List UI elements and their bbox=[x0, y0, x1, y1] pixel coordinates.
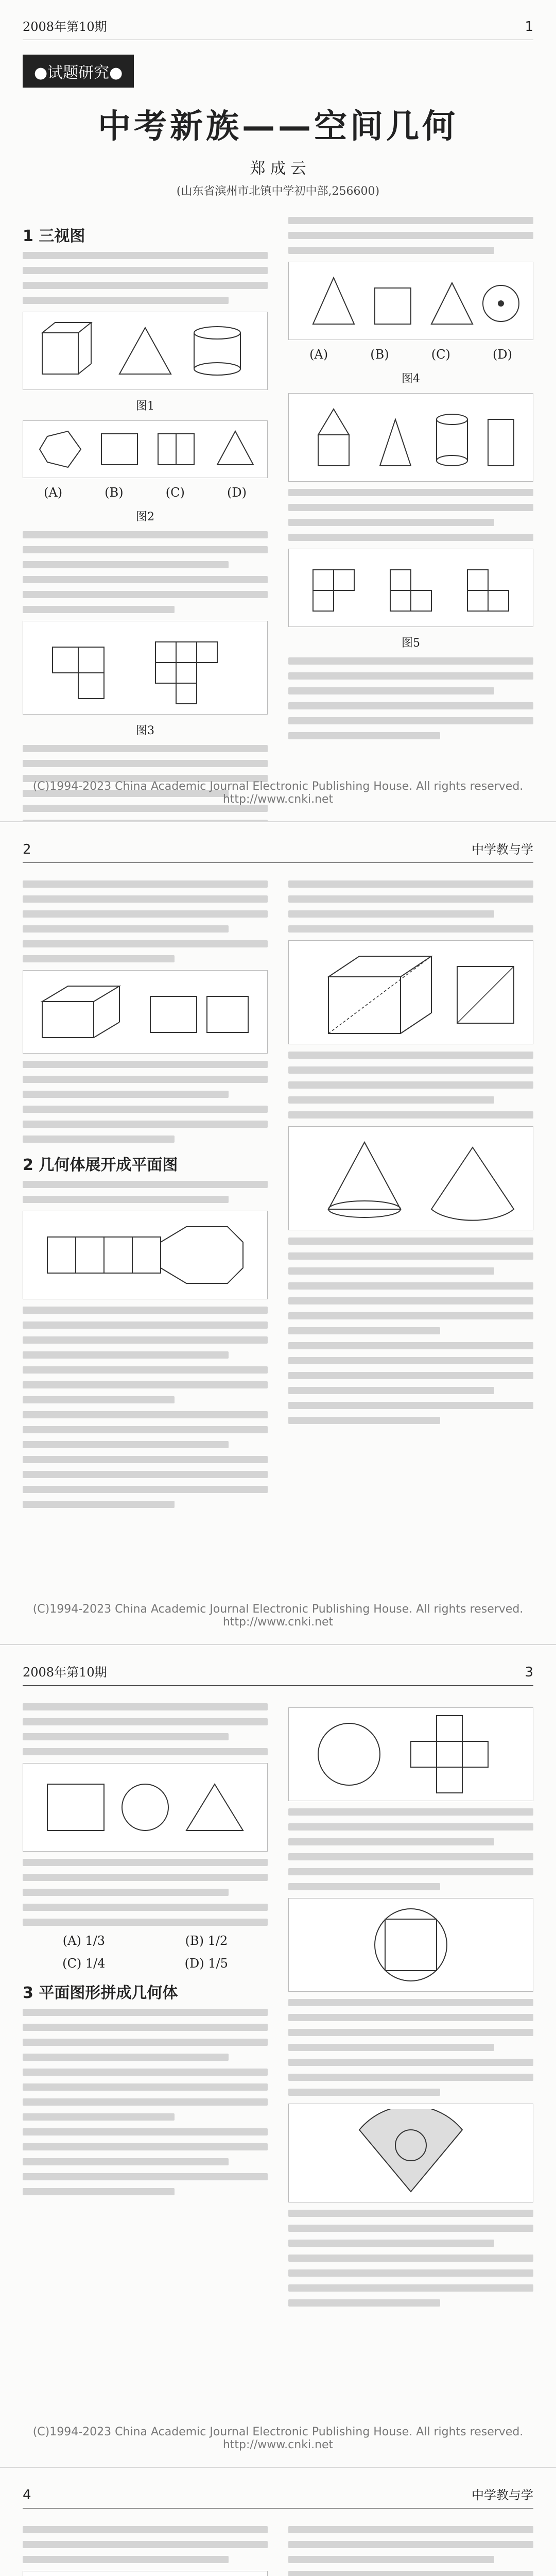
header-left: 2008年第10期 bbox=[23, 1665, 107, 1680]
paragraph-placeholder bbox=[23, 1307, 268, 1403]
cylinder-cone-icon bbox=[298, 399, 524, 476]
header-right: 中学教与学 bbox=[472, 842, 533, 857]
option-c: (C) bbox=[165, 485, 185, 500]
figure-sector-cone bbox=[23, 2571, 268, 2576]
option-c: (C) bbox=[431, 347, 450, 362]
figure-shapes bbox=[23, 1763, 268, 1852]
article-title: 中考新族——空间几何 bbox=[98, 108, 458, 146]
option-c: (C) 1/4 bbox=[62, 1956, 106, 1971]
answer-options bbox=[23, 1934, 268, 1948]
article-title-block bbox=[23, 100, 533, 198]
paragraph-placeholder bbox=[288, 1052, 533, 1118]
running-header bbox=[23, 1662, 533, 1686]
paragraph-placeholder bbox=[23, 1061, 268, 1143]
page-number: 2 bbox=[23, 842, 31, 857]
paragraph-placeholder bbox=[288, 1808, 533, 1890]
circle-net-icon bbox=[298, 1713, 524, 1795]
column-left bbox=[23, 214, 268, 822]
figure-cylinders bbox=[288, 393, 533, 482]
box-views-icon bbox=[32, 976, 258, 1048]
paragraph-placeholder bbox=[288, 2210, 533, 2307]
answer-options bbox=[23, 1956, 268, 1971]
section-heading: 1 三视图 bbox=[23, 227, 85, 245]
paragraph-placeholder bbox=[23, 1411, 268, 1508]
author: 郑 成 云 bbox=[250, 160, 306, 178]
sector-icon bbox=[298, 2109, 524, 2197]
page-3 bbox=[0, 1646, 556, 2468]
figure-caption: 图2 bbox=[136, 511, 154, 523]
figure-caption: 图4 bbox=[402, 372, 420, 385]
paragraph-placeholder bbox=[23, 2526, 268, 2563]
option-d: (D) bbox=[227, 485, 247, 500]
page-4 bbox=[0, 2468, 556, 2576]
section-heading: 3 平面图形拼成几何体 bbox=[23, 1984, 178, 2002]
page-number: 1 bbox=[525, 19, 533, 35]
views-icon bbox=[298, 267, 524, 334]
section-heading: 2 几何体展开成平面图 bbox=[23, 1156, 178, 1174]
page-number: 4 bbox=[23, 2487, 31, 2503]
net-icon bbox=[32, 1216, 258, 1294]
answer-options bbox=[23, 485, 268, 500]
figure-sector bbox=[288, 2104, 533, 2202]
watermark: (C)1994-2023 China Academic Journal Electronic Publishing House. All rights reserved. http://www.cnki.net bbox=[32, 780, 524, 806]
figure-circle-square bbox=[288, 1898, 533, 1992]
paragraph-placeholder bbox=[23, 2128, 268, 2195]
figure-solid-views bbox=[288, 262, 533, 340]
running-header bbox=[23, 2485, 533, 2509]
column-right bbox=[288, 2523, 533, 2576]
option-d: (D) bbox=[492, 347, 512, 362]
view-shapes-icon bbox=[32, 426, 258, 472]
paragraph-placeholder bbox=[288, 1238, 533, 1334]
shapes-icon bbox=[32, 1769, 258, 1846]
paragraph-placeholder bbox=[23, 2009, 268, 2121]
solids-icon bbox=[32, 317, 258, 384]
option-a: (A) bbox=[309, 347, 328, 362]
figure-cube-grid bbox=[23, 621, 268, 715]
figure-cube-path bbox=[288, 940, 533, 1044]
figure-caption: 图3 bbox=[136, 724, 154, 737]
cube-stack-icon bbox=[32, 626, 258, 709]
running-header bbox=[23, 16, 533, 40]
circle-square-icon bbox=[298, 1904, 524, 1986]
figure-net bbox=[23, 1211, 268, 1299]
paragraph-placeholder bbox=[23, 1703, 268, 1755]
watermark: (C)1994-2023 China Academic Journal Electronic Publishing House. All rights reserved. http://www.cnki.net bbox=[32, 1603, 524, 1629]
option-b: (B) 1/2 bbox=[185, 1934, 228, 1948]
cube-path-icon bbox=[298, 946, 524, 1039]
column-right bbox=[288, 877, 533, 1516]
paragraph-placeholder bbox=[288, 880, 533, 933]
paragraph-placeholder bbox=[288, 489, 533, 541]
paragraph-placeholder bbox=[23, 252, 268, 304]
figure-circle-net bbox=[288, 1707, 533, 1801]
page-number: 3 bbox=[525, 1665, 533, 1680]
header-left: 2008年第10期 bbox=[23, 20, 107, 34]
figure-box-views bbox=[23, 970, 268, 1054]
figure-cone bbox=[288, 1126, 533, 1230]
paragraph-placeholder bbox=[288, 1999, 533, 2096]
page-1 bbox=[0, 0, 556, 822]
paragraph-placeholder bbox=[23, 1181, 268, 1203]
option-d: (D) 1/5 bbox=[184, 1956, 228, 1971]
column-right bbox=[288, 1700, 533, 2314]
watermark: (C)1994-2023 China Academic Journal Electronic Publishing House. All rights reserved. http://www.cnki.net bbox=[32, 2426, 524, 2451]
figure-views bbox=[23, 420, 268, 478]
running-header bbox=[23, 839, 533, 863]
column-tag: ●试题研究● bbox=[23, 55, 134, 88]
paragraph-placeholder bbox=[23, 1859, 268, 1926]
paragraph-placeholder bbox=[288, 2526, 533, 2576]
option-b: (B) bbox=[105, 485, 124, 500]
answer-options bbox=[288, 347, 533, 362]
page-2 bbox=[0, 823, 556, 1645]
paragraph-placeholder bbox=[288, 1342, 533, 1424]
block-views-icon bbox=[298, 554, 524, 621]
figure-caption: 图1 bbox=[136, 400, 154, 413]
column-left bbox=[23, 2523, 268, 2576]
option-a: (A) bbox=[44, 485, 63, 500]
option-b: (B) bbox=[370, 347, 389, 362]
column-left bbox=[23, 1700, 268, 2314]
figure-solids bbox=[23, 312, 268, 390]
paragraph-placeholder bbox=[23, 880, 268, 962]
header-right: 中学教与学 bbox=[472, 2488, 533, 2502]
column-right bbox=[288, 214, 533, 822]
option-a: (A) 1/3 bbox=[62, 1934, 106, 1948]
paragraph-placeholder bbox=[288, 217, 533, 254]
affiliation: (山东省滨州市北镇中学初中部,256600) bbox=[176, 185, 380, 198]
column-left bbox=[23, 877, 268, 1516]
paragraph-placeholder bbox=[288, 657, 533, 739]
paragraph-placeholder bbox=[23, 531, 268, 613]
figure-block-views bbox=[288, 549, 533, 627]
figure-caption: 图5 bbox=[402, 637, 420, 650]
cone-icon bbox=[298, 1132, 524, 1225]
